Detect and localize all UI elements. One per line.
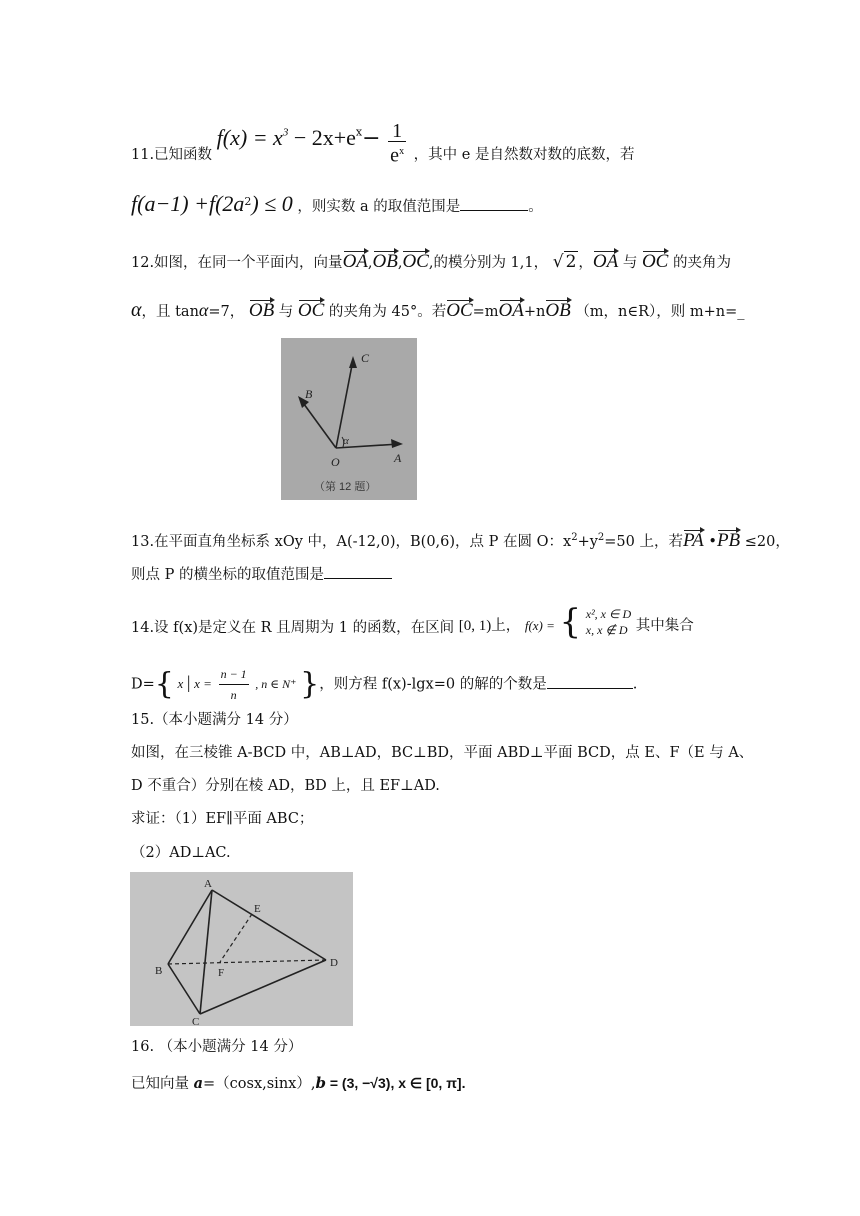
q14-cases <box>586 606 631 638</box>
q14-set-den: n <box>230 688 237 702</box>
q15-text2-content: D 不重合）分别在棱 AD，BD 上，且 EF⊥AD. <box>131 778 440 794</box>
q15-proof2 <box>131 843 231 863</box>
q12-line2-a: ，且 tan <box>141 304 199 320</box>
q11-prefix: 11.已知函数 <box>131 147 213 164</box>
q14-line1-b: 上， <box>491 618 521 634</box>
q12-comma-2: , <box>397 255 403 271</box>
alpha-symbol-1: α <box>131 299 142 321</box>
q13-sq2: 2 <box>597 532 605 543</box>
q15-title <box>131 710 298 730</box>
q15-title-text: 15.（本小题满分 14 分） <box>131 712 298 728</box>
q12-eq-m: =m <box>472 304 499 320</box>
q14-piecewise <box>559 602 632 642</box>
q12-line2-b: =7， <box>208 304 245 320</box>
q11-frac-den-wrap <box>388 142 406 166</box>
q11-frac-den: e <box>390 144 400 167</box>
q16-title <box>131 1037 302 1057</box>
fig15-label-f: F <box>218 967 225 979</box>
q14-case1: x², x ∈ D <box>585 607 632 621</box>
q12-vector-diagram <box>281 338 417 500</box>
q13-line2-text: 则点 P 的横坐标的取值范围是 <box>131 567 324 583</box>
q11-suffix: ，其中 e 是自然数对数的底数，若 <box>413 147 635 164</box>
q12-line1-prefix: 12.如图，在同一个平面内，向量 <box>131 255 343 271</box>
q12-line1 <box>131 252 731 273</box>
q14-line1-end: 其中集合 <box>635 618 694 634</box>
q14-line2 <box>131 664 637 700</box>
fig15-label-b: B <box>155 965 163 977</box>
q14-set-eq: x = <box>194 675 212 691</box>
q14-set-x: x <box>177 675 184 691</box>
q16-text-c: = (3, −√3), x ∈ [0, π]. <box>325 1075 466 1091</box>
q14-left-brace: { <box>559 602 582 642</box>
vec-oc-3: OC <box>297 300 325 321</box>
vec-ob-3: OB <box>545 300 571 321</box>
q12-plus-n: +n <box>523 304 546 320</box>
q11-expx: x <box>355 125 363 139</box>
q13-line1 <box>131 528 790 552</box>
sqrt-radicand: 2 <box>565 252 577 272</box>
sqrt-2: √ 2 <box>552 252 577 272</box>
q14-set-rbrace: } <box>300 666 320 702</box>
q13-dot: • <box>708 533 717 550</box>
q11-ineq-b: ) ≤ 0 <box>251 190 293 216</box>
q14-set-num: n − 1 <box>219 664 249 685</box>
q11-ask: ，则实数 a 的取值范围是 <box>297 198 461 215</box>
fig15-label-d: D <box>330 957 338 969</box>
q12-line2-end: （m，n∈R），则 m+n=_ <box>575 304 745 320</box>
vec-oa-3: OA <box>498 300 524 321</box>
q11-end: 。 <box>528 198 543 215</box>
q12-line1-end: 的夹角为 <box>672 255 731 271</box>
fig12-caption: （第 12 题） <box>314 481 377 493</box>
q11-frac-num: 1 <box>388 121 406 142</box>
q16-text <box>131 1073 465 1094</box>
q12-line2 <box>131 300 745 322</box>
vec-oc-2: OC <box>641 251 669 272</box>
q12-line1-mid: ,的模分别为 1,1， <box>428 255 549 271</box>
q11-fraction <box>388 121 406 166</box>
q15-proof2-content: （2）AD⊥AC. <box>131 845 231 861</box>
q11-ineq-a: f(a−1) +f(2a <box>131 190 245 216</box>
q12-comma-1: , <box>367 255 373 271</box>
fig12-label-b: B <box>305 387 313 401</box>
fig15-label-c: C <box>192 1016 200 1026</box>
q16-title-text: 16. （本小题满分 14 分） <box>131 1039 303 1055</box>
vec-ob-1: OB <box>372 251 398 272</box>
q12-figure <box>281 338 417 500</box>
q14-set-bar: | <box>186 671 191 692</box>
vec-oa-1: OA <box>342 251 368 272</box>
q13-answer-blank[interactable] <box>324 564 392 579</box>
q14-end: . <box>632 676 638 693</box>
vec-ob-2: OB <box>248 300 275 321</box>
q16-vec-b: b <box>315 1074 326 1092</box>
q12-line2-c: 的夹角为 45°。若 <box>328 304 447 320</box>
q14-set-cond: , n ∈ N⁺ <box>255 676 297 691</box>
vec-oa-2: OA <box>592 251 619 272</box>
q11-mid: − 2x+e <box>288 125 356 151</box>
q16-text-a: 已知向量 <box>131 1076 194 1092</box>
q14-set <box>155 664 319 705</box>
q15-text2 <box>131 776 440 796</box>
q12-comma-3: ， <box>578 255 593 271</box>
q14-set-frac <box>219 664 249 705</box>
alpha-symbol-2: α <box>198 300 209 320</box>
fig12-label-alpha: α <box>343 435 349 447</box>
q14-line1 <box>131 602 694 646</box>
q16-vec-a: a <box>193 1075 204 1092</box>
q13-line1-a: 13.在平面直角坐标系 xOy 中，A(-12,0)，B(0,6)，点 P 在圆 O：x <box>131 533 572 550</box>
q11-minus: − <box>362 126 381 152</box>
q15-proof1-content: 求证：（1）EF∥平面 ABC； <box>131 811 314 827</box>
q11-ineq-exp: 2 <box>244 195 252 208</box>
q13-sq1: 2 <box>571 532 578 543</box>
q11-answer-blank[interactable] <box>460 196 528 211</box>
q14-interval: [0, 1) <box>458 618 492 634</box>
q14-answer-blank[interactable] <box>547 674 633 689</box>
q14-line2-b: ，则方程 f(x)-lgx=0 的解的个数是 <box>319 676 547 693</box>
q13-plus-y: +y <box>577 533 598 550</box>
vec-pb: PB <box>716 529 741 551</box>
fig15-label-a: A <box>204 878 212 890</box>
vec-pa: PA <box>683 529 704 551</box>
q13-line2 <box>131 564 392 585</box>
vec-oc-4: OC <box>446 300 473 321</box>
q13-line1-end: ≤20， <box>744 533 790 550</box>
q11-line2 <box>131 192 543 217</box>
q14-case2: x, x ∉ D <box>585 623 628 637</box>
q11-func-lhs: f(x) = x <box>216 125 283 151</box>
q14-line1-a: 14.设 f(x)是定义在 R 且周期为 1 的函数，在区间 <box>131 620 455 636</box>
vec-oc-1: OC <box>402 251 429 272</box>
fig12-label-c: C <box>361 351 370 365</box>
fig15-label-e: E <box>254 903 261 915</box>
q11-exp3: 3 <box>282 126 289 139</box>
q13-line1-b: =50 上，若 <box>604 533 683 550</box>
q15-tetrahedron-diagram <box>130 872 353 1026</box>
q14-fx: f(x) = <box>524 618 555 633</box>
q15-text1 <box>131 743 753 763</box>
q12-yu-2: 与 <box>278 304 294 320</box>
q12-yu-1: 与 <box>622 255 638 271</box>
fig12-label-o: O <box>331 455 340 469</box>
q15-proof1 <box>131 809 313 829</box>
q11-frac-den-exp: x <box>399 146 405 157</box>
q14-set-lbrace: { <box>154 666 174 702</box>
q14-line2-a: D= <box>131 676 155 693</box>
q15-text1-content: 如图，在三棱锥 A-BCD 中，AB⊥AD，BC⊥BD，平面 ABD⊥平面 BCD，点 E、F（E 与 A、 <box>131 745 754 761</box>
q11-line1 <box>131 115 634 165</box>
fig12-label-a: A <box>394 451 402 465</box>
q15-figure <box>130 872 353 1026</box>
q16-text-b: =（cosx,sinx）, <box>203 1076 316 1092</box>
